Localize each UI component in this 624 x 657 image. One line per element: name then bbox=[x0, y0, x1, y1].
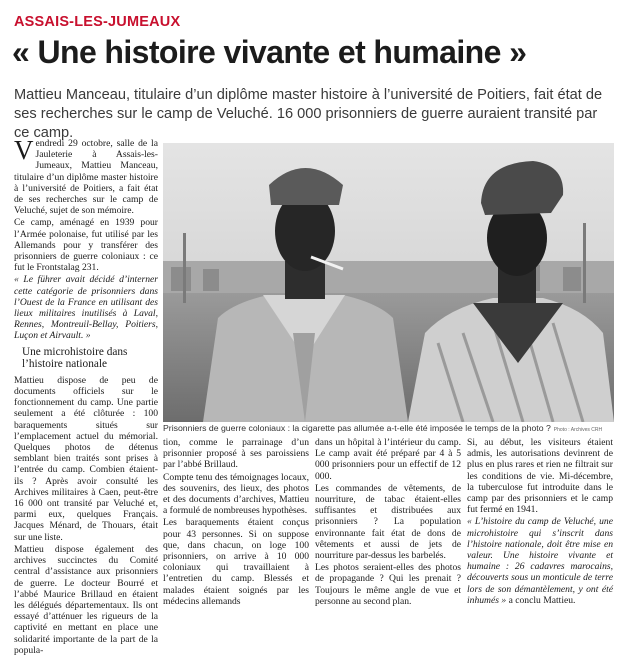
drop-cap: V bbox=[14, 135, 34, 165]
paragraph: Ce camp, aménagé en 1939 pour l’Armée polonaise, fut utilisé par les Allemands pour y transférer des prisonniers de guerre coloniaux : ce fut le Frontstalag 231. bbox=[14, 217, 158, 274]
closing-quote: « L’histoire du camp de Veluché, une microhistoire qui s’inscrit dans l’histoire nationale, doit être mise en valeur. Une histoire vivante et humaine : 26 cadavres marocains, découverts sous un monticule de terre lors de son démantèlement, y ont été inhumés » bbox=[467, 516, 613, 606]
article-standfirst: Mattieu Manceau, titulaire d’un diplôme master histoire à l’université de Poitiers, fait état de ses recherches sur le camp de Veluché. 16 000 prisonniers de guerre auraient transité par ce camp. bbox=[14, 87, 603, 141]
article-headline: « Une histoire vivante et humaine » bbox=[12, 34, 527, 70]
closing-paragraph bbox=[467, 516, 613, 606]
paragraph: Mattieu dispose de peu de documents officiels sur le fonctionnement du camp. Une partie seulement a été clôturée : 100 baraquements situés sur l’emplacement actuel du mémorial. Quelques photos de détenus semblant bien traités sont prises à l’entrée du camp. Combien étaient-ils ? Après avoir consulté les Archives militaires à Caen, peut-être 16 000 ont transité par Veluché et, parmi eux, quelques Français. Jacques Ménard, de Thouars, était sur une liste. bbox=[14, 374, 158, 543]
photo-caption-text: Prisonniers de guerre coloniaux : la cigarette pas allumée a-t-elle été imposée le temps de la photo ? bbox=[163, 423, 551, 433]
photo-caption bbox=[163, 423, 614, 436]
paragraph: Les baraquements étaient conçus pour 43 personnes. Si on suppose que, dans chacun, on loge 100 prisonniers, on arrive à 10 000 coloniaux qui travaillaient à l’entretien du camp. Blessés et malades étaient soignés par les médecins allemands bbox=[163, 517, 309, 607]
paragraph: Compte tenu des témoignages locaux, des souvenirs, des lieux, des photos et des documents d’archives, Mattieu a formulé de nombreuses hypothèses. bbox=[163, 471, 309, 517]
text-column-3 bbox=[315, 437, 461, 608]
photo-credit: Photo : Archives CRH bbox=[553, 427, 603, 433]
paragraph: dans un hôpital à l’intérieur du camp. Le camp avait été préparé par 4 à 5 000 prisonniers pour un effectif de 12 000. bbox=[315, 437, 461, 482]
quote-paragraph: « Le führer avait décidé d’interner cette catégorie de prisonniers dans l’Ouest de la France en utilisant des lieux militaires inutilisés à Laval, Rennes, Montreuil-Bellay, Poitiers, Luçon et Airvault. » bbox=[14, 274, 158, 342]
article-kicker: ASSAIS-LES-JUMEAUX bbox=[14, 14, 181, 30]
paragraph: tion, comme le parrainage d’un prisonnier proposé à ses paroissiens par l’abbé Brillaud. bbox=[163, 437, 309, 471]
article-photo bbox=[163, 143, 614, 422]
closing-attribution: a conclu Mattieu. bbox=[508, 594, 576, 606]
paragraph: Les commandes de vêtements, de nourriture, de tabac étaient-elles suffisantes et distribuées aux prisonniers ? La population environnante fait état de dons de vêtements et aussi de jets de nourriture par-dessus les barbelés. bbox=[315, 482, 461, 562]
text-column-1 bbox=[14, 135, 158, 657]
section-subhead: Une microhistoire dans l’histoire nationale bbox=[22, 345, 128, 371]
text-column-4 bbox=[467, 437, 613, 607]
lead-paragraph bbox=[14, 135, 158, 217]
paragraph: Si, au début, les visiteurs étaient admis, les autorisations devinrent de plus en plus rares et rien ne filtrait sur les conditions de vie. Mi-décembre, la tuberculose fut introduite dans le camp par des prisonniers et le camp fut fermé en 1941. bbox=[467, 437, 613, 516]
lead-paragraph-text: endredi 29 octobre, salle de la Jauleterie à Assais-les-Jumeaux, Mattieu Manceau, titulaire d’un diplôme master histoire à l’université de Poitiers, a fait état de ses recherches sur le camp de Veluché, sujet de son mémoire. bbox=[14, 138, 158, 217]
photo-illustration bbox=[163, 143, 614, 422]
paragraph: Les photos seraient-elles des photos de propagande ? Qui les prenait ? Toujours le même angle de vue et personne au second plan. bbox=[315, 562, 461, 607]
text-column-2 bbox=[163, 437, 309, 608]
paragraph: Mattieu dispose également des archives succinctes du Comité central d’assistance aux prisonniers de guerre. Le docteur Bourré et l’abbé Maurice Brillaud en étaient les délégués départementaux. Ils ont essayé d’atténuer les rigueurs de la captivité en mettant en place une solidarité importante de la part de la popula- bbox=[14, 543, 158, 656]
